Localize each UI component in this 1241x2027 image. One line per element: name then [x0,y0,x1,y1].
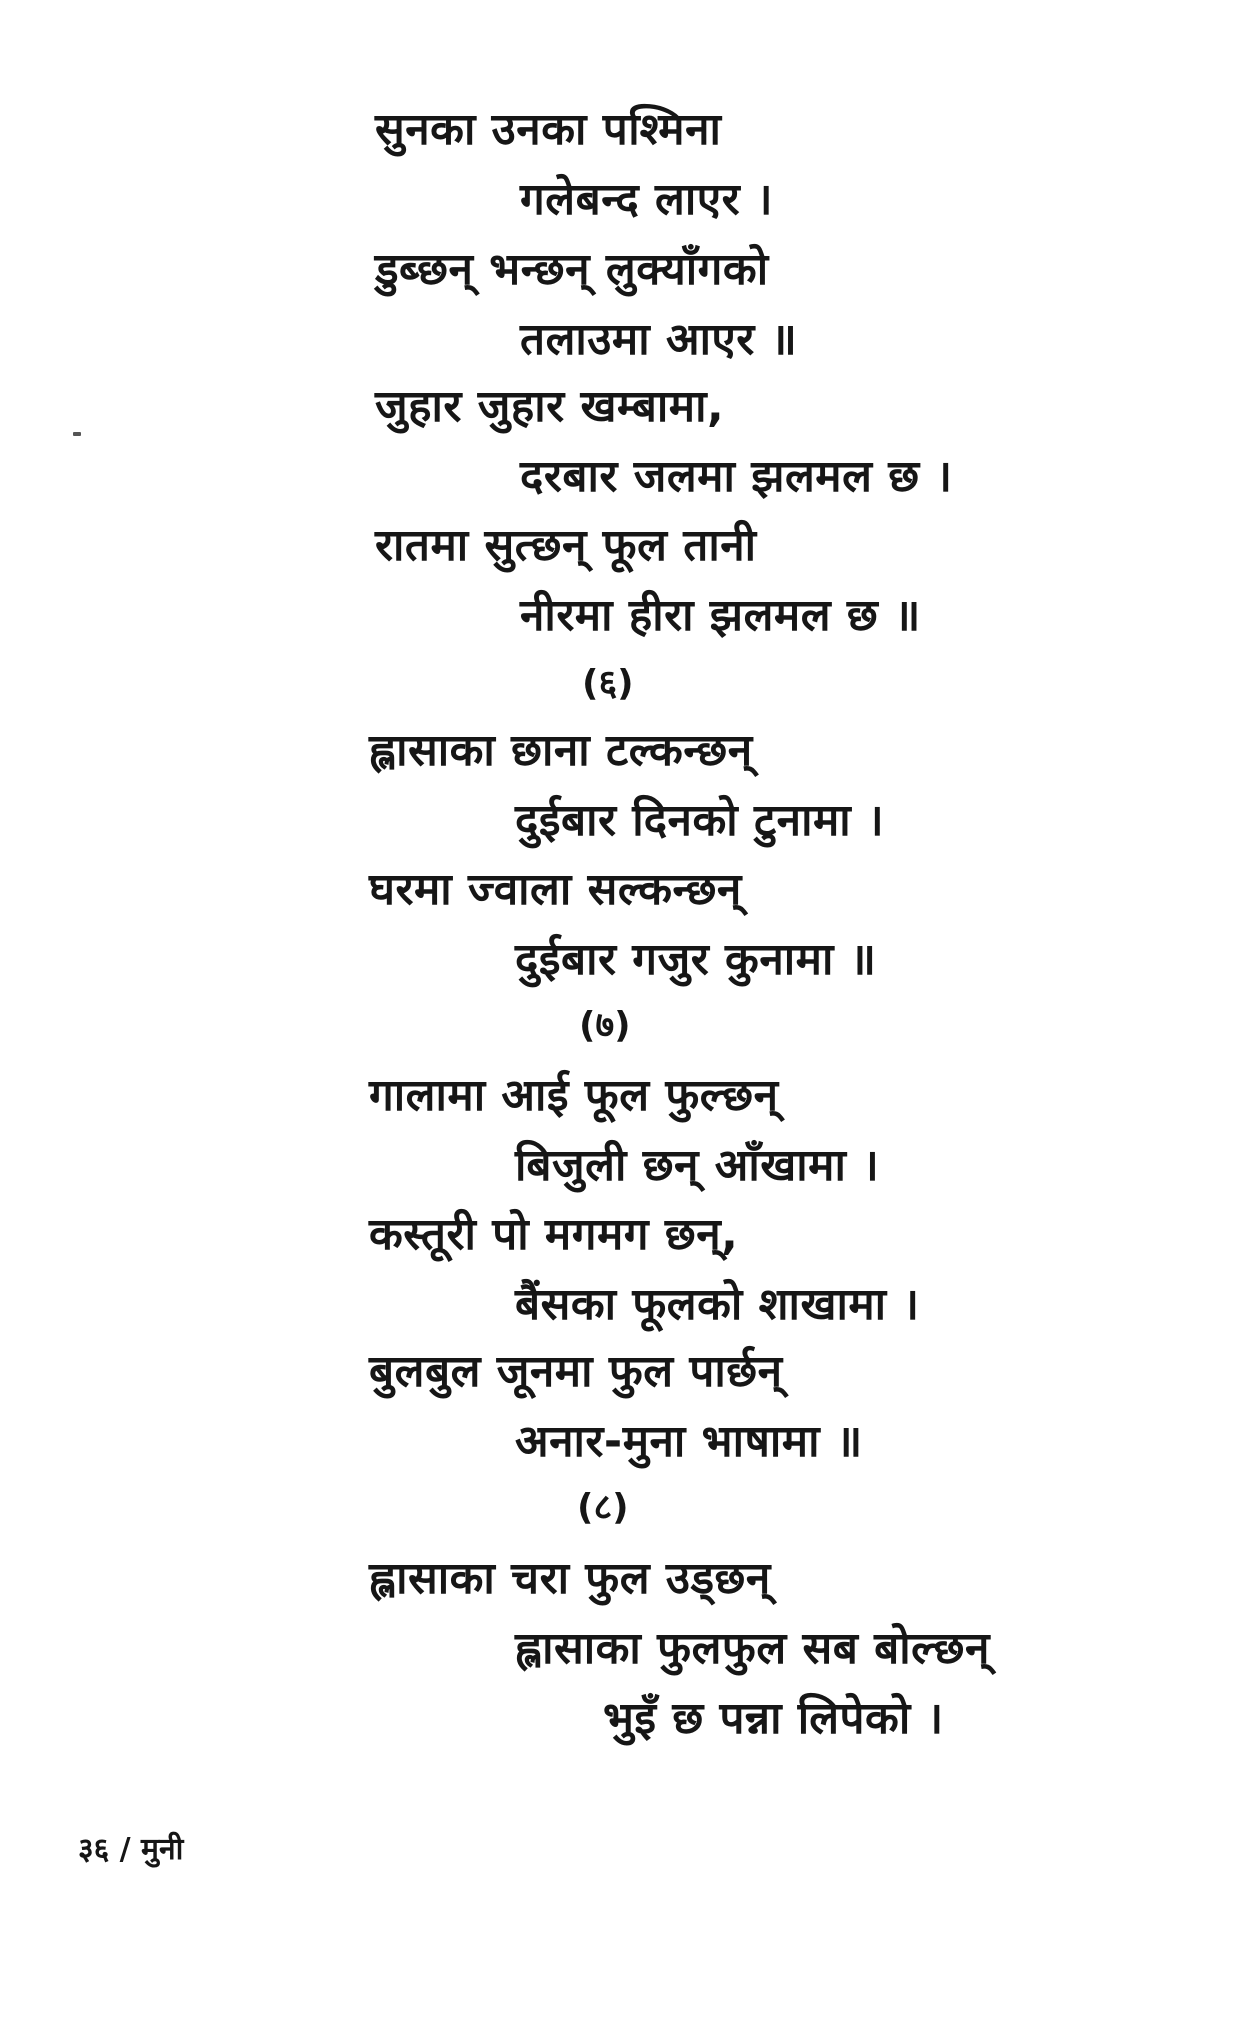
poem-line-indented: अनार-मुना भाषामा ॥ [515,1416,863,1467]
poem-line-indented: बैंसका फूलको शाखामा । [515,1279,920,1330]
poem-line-indented: नीरमा हीरा झलमल छ ॥ [520,590,921,641]
stanza-number: (६) [582,663,634,704]
poem-line-indented: दुईबार दिनको टुनामा । [515,795,885,846]
poem-line-indented: भुइँ छ पन्ना लिपेको । [603,1693,944,1744]
poem-line: कस्तूरी पो मगमग छन्, [369,1209,739,1260]
poem-line: ह्लासाका चरा फुल उड्छन् [369,1553,771,1604]
poem-line: रातमा सुत्छन् फूल तानी [375,520,757,571]
poem-line: घरमा ज्वाला सल्कन्छन् [369,864,742,915]
poem-line-indented: दुईबार गजुर कुनामा ॥ [515,934,877,985]
stanza-number: (८) [577,1487,629,1528]
scan-speck [73,432,81,436]
poem-line-indented: तलाउमा आएर ॥ [520,314,798,365]
poem-line: सुनका उनका पश्मिना [375,104,722,155]
poem-line: जुहार जुहार खम्बामा, [375,381,725,432]
stanza-number: (७) [579,1005,631,1046]
poem-line: डुब्छन् भन्छन् लुक्याँगको [375,244,769,295]
poem-line: बुलबुल जूनमा फुल पार्छन् [369,1346,783,1397]
page-footer: ३६ / मुनी [78,1832,184,1867]
poem-line: ह्लासाका छाना टल्कन्छन् [369,725,753,776]
poem-line-indented: बिजुली छन् आँखामा । [515,1140,880,1191]
poem-line-indented: दरबार जलमा झलमल छ । [520,451,953,502]
poem-line-indented: ह्लासाका फुलफुल सब बोल्छन् [515,1623,990,1674]
poem-line: गालामा आई फूल फुल्छन् [369,1070,779,1121]
poem-line-indented: गलेबन्द लाएर । [520,174,774,225]
